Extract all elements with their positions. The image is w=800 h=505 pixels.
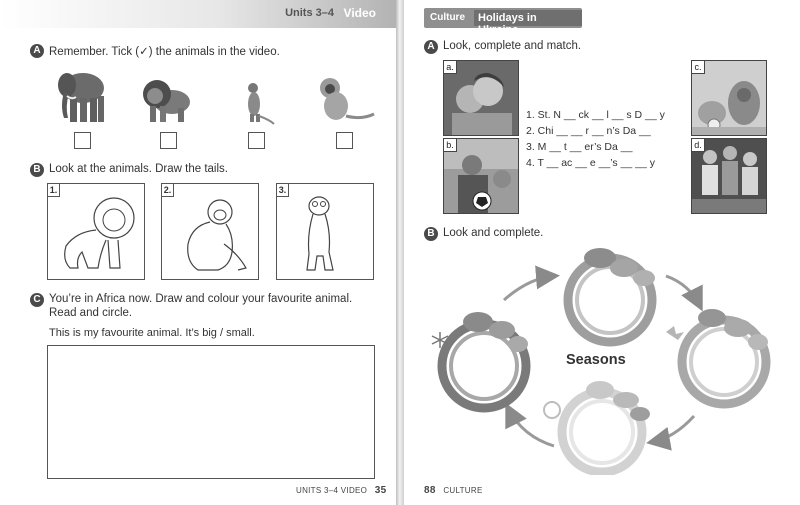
box-number: 3.: [276, 183, 289, 197]
section-c-badge: C: [30, 293, 44, 307]
left-footer: [296, 485, 387, 496]
video-label: Video: [343, 6, 376, 20]
meerkat-image: [240, 80, 276, 126]
tick-box-monkey[interactable]: [336, 132, 353, 149]
lion-outline-drawing: [48, 184, 144, 279]
units-label: Units 3–4: [285, 7, 334, 19]
section-c-instruction-line2: Read and circle.: [49, 307, 133, 319]
page-number: 88: [424, 485, 436, 496]
footer-section: CULTURE: [443, 486, 483, 495]
monkey-image: [314, 74, 376, 126]
draw-tail-box-meerkat[interactable]: [276, 183, 374, 280]
section-b-badge: B: [30, 163, 44, 177]
section-b-instruction: Look at the animals. Draw the tails.: [49, 163, 228, 175]
photo-label: b.: [444, 139, 457, 152]
monkey-outline-drawing: [162, 184, 258, 279]
box-number: 1.: [47, 183, 60, 197]
holiday-item-3: 3. M __ t __ er’s Da __: [526, 141, 633, 153]
winter-ring: [432, 312, 528, 408]
book-spine: [396, 0, 404, 505]
spring-ring: [568, 248, 655, 342]
holiday-item-4: 4. T __ ac __ e __’s __ __ y: [526, 157, 656, 169]
left-page: [0, 0, 396, 505]
cycle-arrow: [504, 276, 554, 300]
holiday-item-1: 1. St. N __ ck __ l __ s D __ y: [526, 109, 665, 121]
section-a-badge: A: [30, 44, 44, 58]
lion-image: [140, 72, 192, 124]
section-c-instruction-line1: You’re in Africa now. Draw and colour your favourite animal.: [49, 293, 353, 305]
section-b-badge: B: [424, 227, 438, 241]
draw-tail-box-lion[interactable]: [47, 183, 145, 280]
culture-header: [424, 8, 582, 36]
footer-section: UNITS 3–4 VIDEO: [296, 486, 368, 495]
right-page: [404, 0, 800, 505]
holiday-item-2: 2. Chi __ __ r __ n’s Da __: [526, 125, 651, 137]
elephant-image: [58, 66, 110, 126]
photo-d: [691, 138, 767, 214]
section-b-instruction: Look and complete.: [443, 227, 544, 239]
tick-box-lion[interactable]: [160, 132, 177, 149]
photo-c: [691, 60, 767, 136]
favourite-animal-sentence: This is my favourite animal. It’s big / small.: [49, 327, 255, 339]
tick-box-elephant[interactable]: [74, 132, 91, 149]
seasons-label: Seasons: [566, 352, 626, 368]
summer-ring: [544, 381, 650, 472]
box-number: 2.: [161, 183, 174, 197]
topic-title: Holidays in Ukraine: [474, 10, 582, 26]
photo-b: [443, 138, 519, 214]
section-a-instruction: Remember. Tick (✓) the animals in the video.: [49, 46, 280, 58]
drawing-area[interactable]: [47, 345, 375, 479]
cycle-arrow: [652, 416, 694, 442]
meerkat-outline-drawing: [277, 184, 373, 279]
section-a-instruction: Look, complete and match.: [443, 40, 582, 52]
unit-header-band: [0, 0, 396, 28]
photo-label: a.: [444, 61, 457, 74]
draw-tail-box-monkey[interactable]: [161, 183, 259, 280]
cycle-arrow: [508, 408, 554, 446]
section-a-badge: A: [424, 40, 438, 54]
tick-box-meerkat[interactable]: [248, 132, 265, 149]
photo-label: c.: [692, 61, 705, 74]
autumn-ring: [666, 309, 768, 404]
page-number: 35: [374, 485, 387, 496]
right-footer: [424, 485, 483, 496]
cycle-arrow: [666, 276, 700, 306]
photo-a: [443, 60, 519, 136]
photo-label: d.: [692, 139, 705, 152]
culture-label: Culture: [430, 12, 465, 23]
